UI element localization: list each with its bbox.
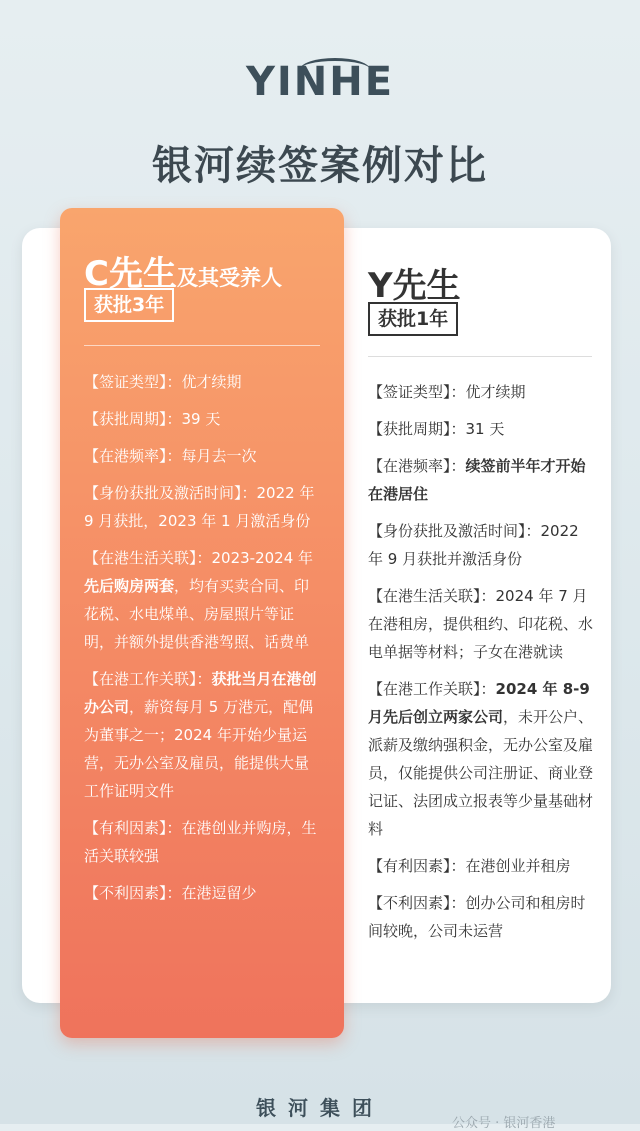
info-item — [368, 415, 596, 443]
case-y-badge: 获批1年 — [368, 302, 458, 336]
info-item-text: 【不利因素】：在港逗留少 — [84, 884, 257, 902]
info-item-highlight: 2024 年 8-9 月先后创立两家公司 — [368, 680, 590, 726]
watermark: 公众号 · 银河香港 — [452, 1116, 556, 1131]
info-item — [368, 378, 596, 406]
info-item — [84, 879, 320, 907]
info-item-text: 【在港工作关联】： — [84, 670, 212, 688]
divider — [368, 356, 592, 357]
info-item — [368, 675, 596, 843]
case-y-name: Y先生 — [368, 266, 461, 306]
info-item-text: 【有利因素】：在港创业并购房，生活关联较强 — [84, 819, 317, 865]
info-item — [368, 852, 596, 880]
info-item — [84, 442, 320, 470]
info-item-text: 【在港频率】：每月去一次 — [84, 447, 257, 465]
footer-company: 银河集团 — [256, 1096, 384, 1120]
info-item-text: 【身份获批及激活时间】：2022 年 9 月获批并激活身份 — [368, 522, 579, 568]
case-y-items — [368, 378, 596, 954]
info-item — [84, 368, 320, 396]
info-item-highlight: 先后购房两套 — [84, 577, 175, 595]
info-item — [368, 582, 596, 666]
info-item — [368, 452, 596, 508]
info-item-highlight: 获批当月在港创办公司 — [84, 670, 317, 716]
case-y-column — [344, 228, 611, 1003]
info-item-text: 【签证类型】：优才续期 — [84, 373, 242, 391]
info-item-text: ，薪资每月 5 万港元，配偶为董事之一；2024 年开始少量运营，无办公室及雇员，能提供大量工作证明文件 — [84, 698, 314, 800]
info-item-text: 【身份获批及激活时间】：2022 年 9 月获批，2023 年 1 月激活身份 — [84, 484, 315, 530]
info-item — [368, 889, 596, 945]
divider — [84, 345, 320, 346]
info-item-text: 【在港生活关联】：2024 年 7 月在港租房，提供租约、印花税、水电单据等材料；子女在港就读 — [368, 587, 594, 661]
info-item — [84, 814, 320, 870]
info-item-highlight: 续签前半年才开始在港居住 — [368, 457, 586, 503]
info-item-text: 【在港工作关联】： — [368, 680, 496, 698]
case-c-column — [60, 208, 344, 1038]
info-item — [84, 544, 320, 656]
info-item-text: ，均有买卖合同、印花税、水电煤单、房屋照片等证明，并额外提供香港驾照、话费单 — [84, 577, 310, 651]
case-c-badge: 获批3年 — [84, 288, 174, 322]
info-item-text: 【获批周期】：31 天 — [368, 420, 505, 438]
case-c-name: C先生 — [84, 254, 177, 294]
brand-logo: YINHE — [245, 59, 395, 105]
info-item-text: ，未开公户、派薪及缴纳强积金，无办公室及雇员，仅能提供公司注册证、商业登记证、法团成立报表等少量基础材料 — [368, 708, 594, 838]
info-item — [84, 405, 320, 433]
info-item-text: 【有利因素】：在港创业并租房 — [368, 857, 571, 875]
info-item-text: 【获批周期】：39 天 — [84, 410, 221, 428]
case-c-name-suffix: 及其受养人 — [176, 266, 282, 290]
info-item — [84, 479, 320, 535]
page-title: 银河续签案例对比 — [152, 143, 488, 189]
info-item — [84, 665, 320, 805]
info-item-text: 【签证类型】：优才续期 — [368, 383, 526, 401]
info-item — [368, 517, 596, 573]
info-item-text: 【在港频率】： — [368, 457, 466, 475]
info-item-text: 【不利因素】：创办公司和租房时间较晚，公司未运营 — [368, 894, 586, 940]
info-item-text: 【在港生活关联】：2023-2024 年 — [84, 549, 314, 567]
case-c-items — [84, 368, 320, 916]
